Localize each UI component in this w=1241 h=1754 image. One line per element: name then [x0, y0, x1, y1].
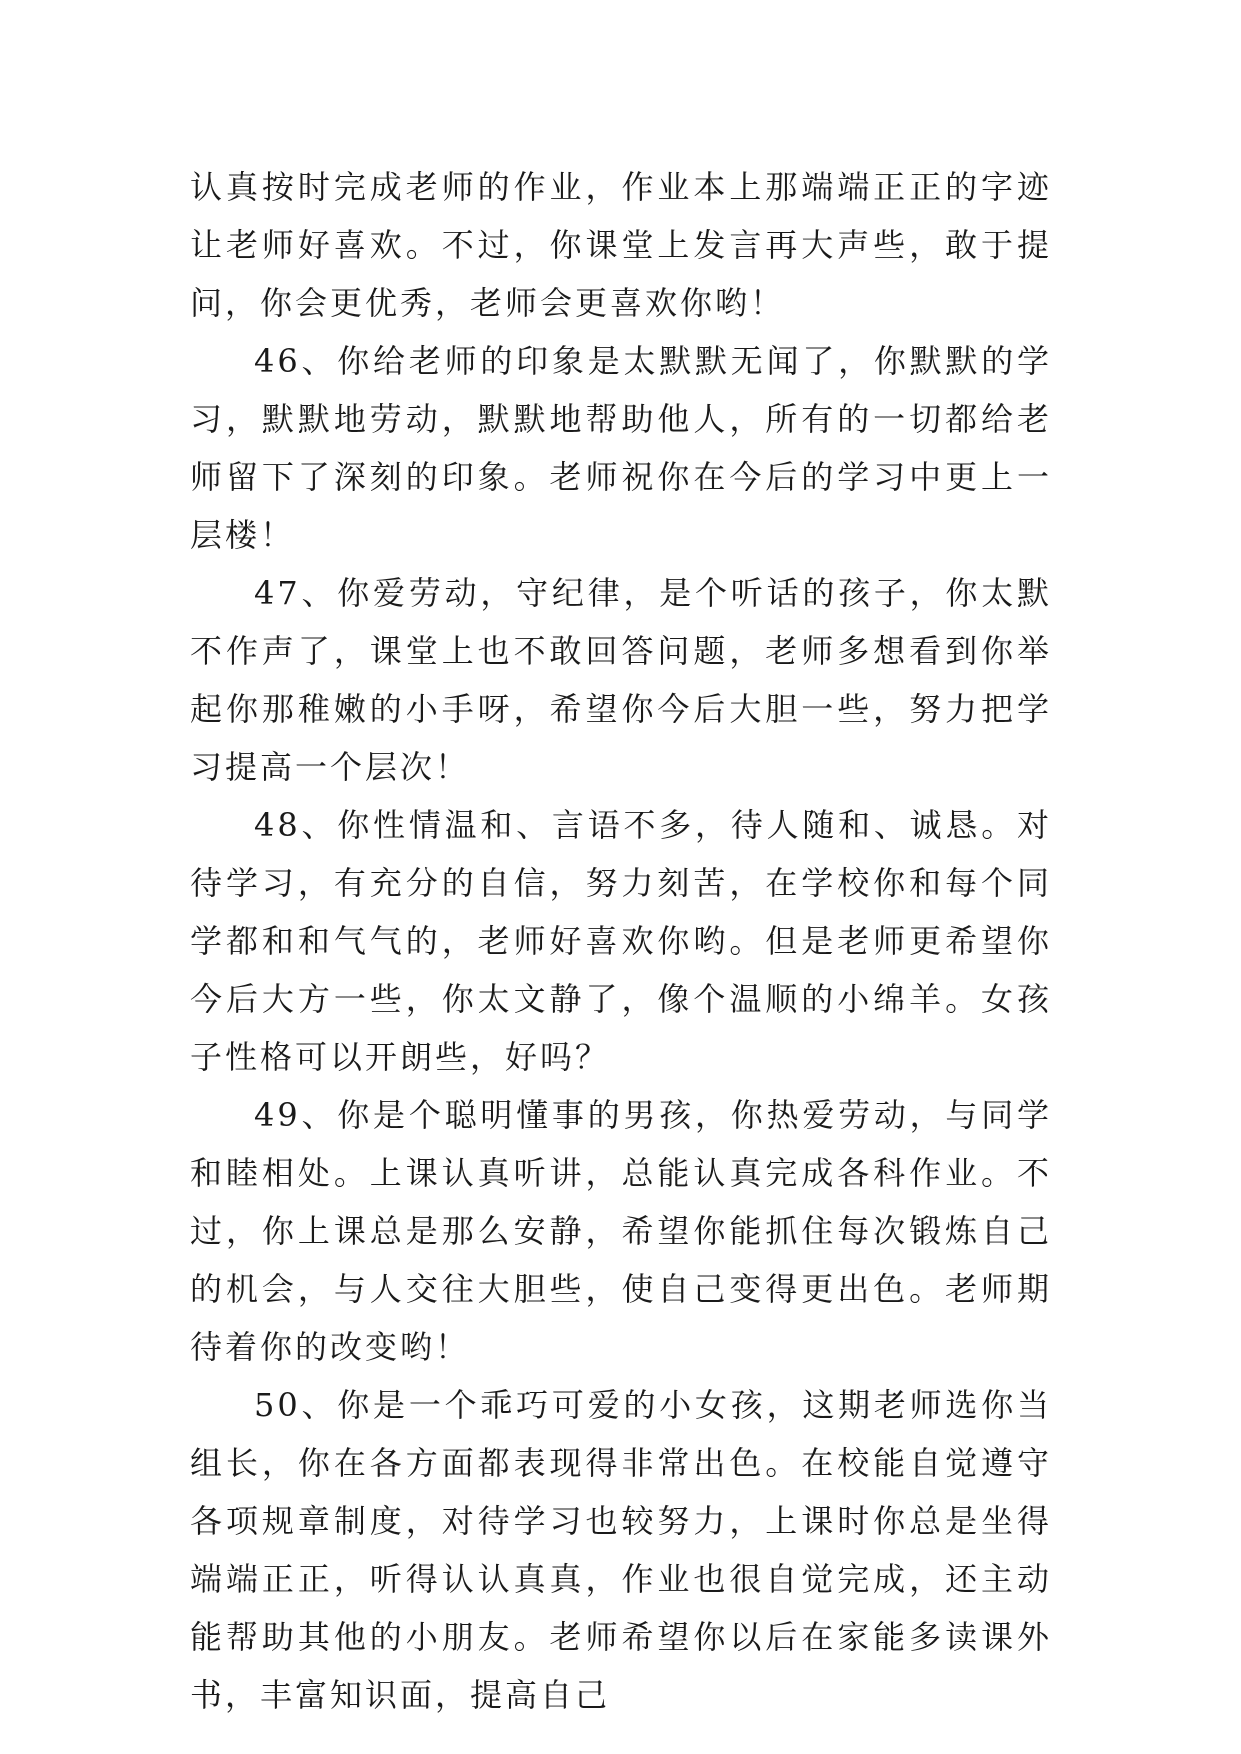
paragraph-48: 48、你性情温和、言语不多，待人随和、诚恳。对待学习，有充分的自信，努力刻苦，在学校你和每个同学都和和气气的，老师好喜欢你哟。但是老师更希望你今后大方一些，你太文静了，像个温顺的小绵羊。女孩子性格可以开朗些，好吗？: [190, 806, 1052, 1076]
paragraph-47: 47、你爱劳动，守纪律，是个听话的孩子，你太默不作声了，课堂上也不敢回答问题，老师多想看到你举起你那稚嫩的小手呀，希望你今后大胆一些，努力把学习提高一个层次！: [190, 574, 1052, 786]
paragraph-continued: 认真按时完成老师的作业，作业本上那端端正正的字迹让老师好喜欢。不过，你课堂上发言再大声些，敢于提问，你会更优秀，老师会更喜欢你哟！: [190, 168, 1052, 322]
paragraph-46: 46、你给老师的印象是太默默无闻了，你默默的学习，默默地劳动，默默地帮助他人，所有的一切都给老师留下了深刻的印象。老师祝你在今后的学习中更上一层楼！: [190, 342, 1052, 554]
document-body: [190, 158, 1052, 1724]
paragraph-50: 50、你是一个乖巧可爱的小女孩，这期老师选你当组长，你在各方面都表现得非常出色。在校能自觉遵守各项规章制度，对待学习也较努力，上课时你总是坐得端端正正，听得认认真真，作业也很自觉完成，还主动能帮助其他的小朋友。老师希望你以后在家能多读课外书，丰富知识面，提高自己: [190, 1386, 1052, 1714]
paragraph-49: 49、你是个聪明懂事的男孩，你热爱劳动，与同学和睦相处。上课认真听讲，总能认真完成各科作业。不过，你上课总是那么安静，希望你能抓住每次锻炼自己的机会，与人交往大胆些，使自己变得更出色。老师期待着你的改变哟！: [190, 1096, 1052, 1366]
